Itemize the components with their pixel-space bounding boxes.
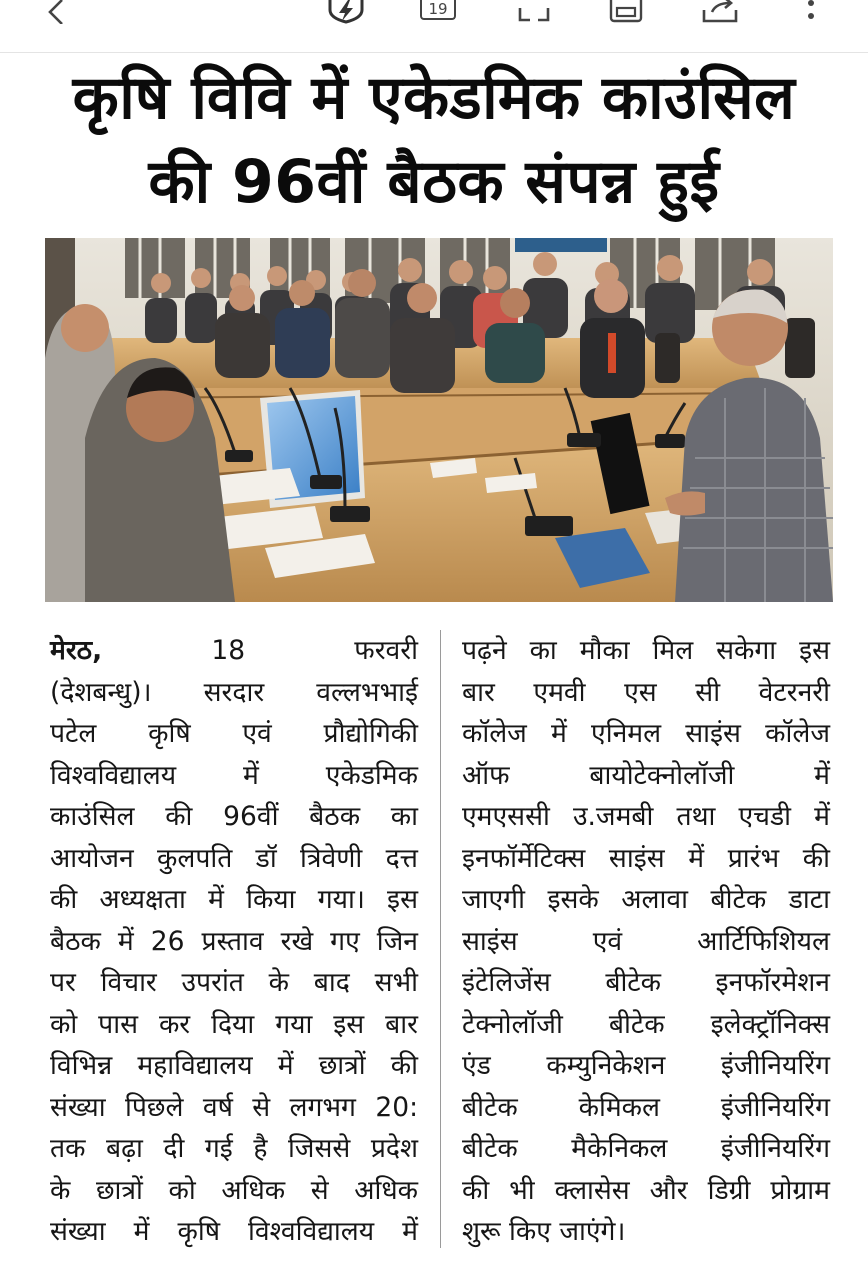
left-line: आयोजन कुलपति डॉ त्रिवेणी दत्त [50, 842, 418, 874]
dateline-city: मेरठ, [50, 635, 103, 666]
left-line: की अध्यक्षता में किया गया। इस [50, 884, 418, 915]
article-headline [20, 56, 848, 224]
dateline-month: फरवरी [354, 635, 418, 666]
fullscreen-button[interactable] [514, 0, 554, 26]
left-line: पटेल कृषि एवं प्रौद्योगिकी [50, 718, 418, 749]
headline-line-1: कृषि विवि में एकेडमिक काउंसिल [72, 63, 796, 133]
right-line: बार एमवी एस सी वेटरनरी [462, 676, 830, 708]
article-column-right [462, 630, 830, 1253]
flash-button[interactable] [326, 0, 366, 26]
dateline [50, 630, 418, 672]
right-line: इनफॉर्मेटिक्स साइंस में प्रारंभ की [462, 842, 830, 874]
right-line: कॉलेज में एनिमल साइंस कॉलेज [462, 718, 830, 749]
flash-icon [326, 0, 366, 24]
article-column-left [50, 630, 418, 1253]
left-line: को पास कर दिया गया इस बार [50, 1008, 418, 1040]
right-line: जाएगी इसके अलावा बीटेक डाटा [462, 884, 830, 915]
share-icon [700, 0, 740, 24]
share-button[interactable] [700, 0, 740, 26]
save-button[interactable] [606, 0, 646, 26]
left-line: (देशबन्धु)। सरदार वल्लभभाई [50, 676, 418, 708]
right-line: एंड कम्युनिकेशन इंजीनियरिंग [462, 1050, 830, 1081]
headline-line-2: की 96वीं बैठक संपन्न हुई [148, 147, 720, 217]
right-line: ऑफ बायोटेक्नोलॉजी में [462, 759, 830, 791]
left-line: विभिन्न महाविद्यालय में छात्रों की [50, 1050, 418, 1081]
save-icon [609, 0, 643, 24]
left-line: संख्या पिछले वर्ष से लगभग 20: [50, 1091, 418, 1123]
left-line: तक बढ़ा दी गई है जिससे प्रदेश [50, 1133, 418, 1164]
more-options-button[interactable] [796, 0, 826, 26]
left-line: के छात्रों को अधिक से अधिक [50, 1174, 418, 1206]
right-line: एमएससी उ.जमबी तथा एचडी में [462, 801, 830, 832]
right-line: साइंस एवं आर्टिफिशियल [462, 925, 830, 957]
fullscreen-icon [517, 0, 551, 24]
right-line: बीटेक मैकेनिकल इंजीनियरिंग [462, 1133, 830, 1164]
back-button[interactable] [40, 0, 70, 26]
left-line: काउंसिल की 96वीं बैठक का [50, 801, 418, 832]
app-toolbar [0, 0, 868, 53]
right-line: इंटेलिजेंस बीटेक इनफॉरमेशन [462, 967, 830, 998]
dateline-day: 18 [211, 635, 246, 666]
page-switcher-button[interactable] [418, 0, 458, 26]
page-number: 19 [420, 0, 456, 20]
column-divider [440, 630, 441, 1248]
left-line: विश्वविद्यालय में एकेडमिक [50, 759, 418, 791]
left-line: संख्या में कृषि विश्वविद्यालय में [50, 1216, 418, 1247]
more-vertical-icon [801, 0, 821, 24]
right-line: बीटेक केमिकल इंजीनियरिंग [462, 1091, 830, 1123]
left-line: बैठक में 26 प्रस्ताव रखे गए जिन [50, 925, 418, 957]
left-line: पर विचार उपरांत के बाद सभी [50, 967, 418, 998]
right-line: टेक्नोलॉजी बीटेक इलेक्ट्रॉनिक्स [462, 1008, 830, 1040]
article-photo[interactable] [45, 238, 833, 602]
right-line: की भी क्लासेस और डिग्री प्रोग्राम [462, 1174, 830, 1206]
right-line: शुरू किए जाएंगे। [462, 1216, 626, 1247]
meeting-room-image [45, 238, 833, 602]
chevron-left-icon [42, 0, 68, 24]
right-line: पढ़ने का मौका मिल सकेगा इस [462, 635, 830, 666]
